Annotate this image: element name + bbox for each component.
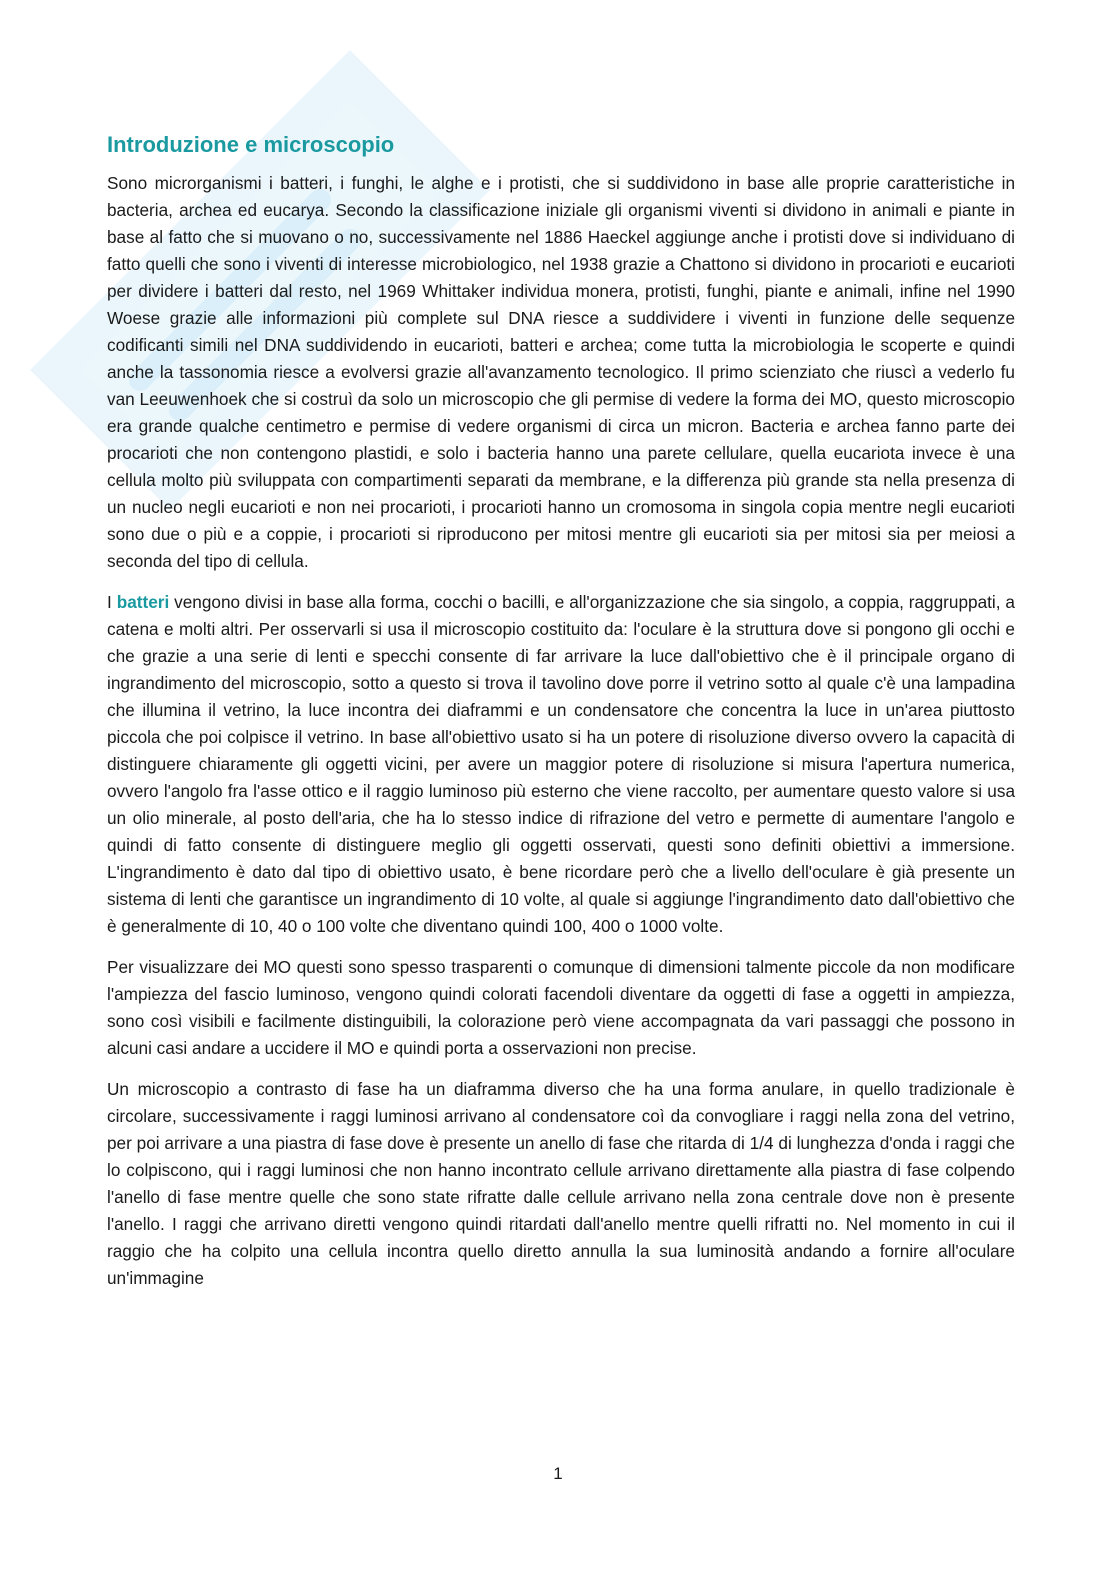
- highlighted-term-batteri: batteri: [116, 592, 170, 612]
- paragraph-batteri-text: vengono divisi in base alla forma, cocchi o bacilli, e all'organizzazione che sia singolo, a coppia, raggruppati, a catena e molti altri. Per osservarli si usa il microscopio costituito da: l'oculare è la struttura dove si pongono gli occhi e che grazie a una serie di lenti e specchi consente di far arrivare la luce dall'obiettivo che è il principale organo di ingrandimento del microscopio, sotto a questo si trova il tavolino dove porre il vetrino sotto al quale c'è una lampadina che illumina il vetrino, la luce incontra dei diaframmi e un condensatore che concentra la luce in un'area piuttosto piccola che poi colpisce il vetrino. In base all'obiettivo usato si ha un potere di risoluzione diverso ovvero la capacità di distinguere chiaramente gli oggetti vicini, per avere un maggior potere di risoluzione si misura l'apertura numerica, ovvero l'angolo fra l'asse ottico e il raggio luminoso più esterno che viene raccolto, per aumentare questo valore si usa un olio minerale, al posto dell'aria, che ha lo stesso indice di rifrazione del vetro e permette di aumentare l'angolo e quindi di fatto consente di distinguere meglio gli oggetti osservati, questi sono definiti obiettivi a immersione. L'ingrandimento è dato dal tipo di obiettivo usato, è bene ricordare però che a livello dell'oculare è già presente un sistema di lenti che garantisce un ingrandimento di 10 volte, al quale si aggiunge l'ingrandimento dato dall'obiettivo che è generalmente di 10, 40 o 100 volte che diventano quindi 100, 400 o 1000 volte.: [107, 592, 1015, 936]
- paragraph-batteri-prefix: I: [107, 592, 117, 612]
- paragraph-contrasto-di-fase: Un microscopio a contrasto di fase ha un diaframma diverso che ha una forma anulare, in quello tradizionale è circolare, successivamente i raggi luminosi arrivano al condensatore coì da convogliare i raggi nella zona del vetrino, per poi arrivare a una piastra di fase dove è presente un anello di fase che ritarda di 1/4 di lunghezza d'onda i raggi che lo colpiscono, qui i raggi luminosi che non hanno incontrato cellule arrivano direttamente alla piastra di fase colpendo l'anello di fase mentre quelle che sono state rifratte dalle cellule arrivano nella zona centrale dove non è presente l'anello. I raggi che arrivano diretti vengono quindi ritardati dall'anello mentre quelli rifratti no. Nel momento in cui il raggio che ha colpito una cellula incontra quello diretto annulla la sua luminosità andando a fornire all'oculare un'immagine: [107, 1079, 1015, 1288]
- paragraph-colorazione: Per visualizzare dei MO questi sono spesso trasparenti o comunque di dimensioni talmente piccole da non modificare l'ampiezza del fascio luminoso, vengono quindi colorati facendoli diventare da oggetti di fase a oggetti in ampiezza, sono così visibili e facilmente distinguibili, la colorazione però viene accompagnata da vari passaggi che possono in alcuni casi andare a uccidere il MO e quindi porta a osservazioni non precise.: [107, 957, 1015, 1058]
- paragraph-intro: Sono microrganismi i batteri, i funghi, le alghe e i protisti, che si suddividono in base alle proprie caratteristiche in bacteria, archea ed eucarya. Secondo la classificazione iniziale gli organismi viventi si dividono in animali e piante in base al fatto che si muovano o no, successivamente nel 1886 Haeckel aggiunge anche i protisti dove si individuano di fatto quelli che sono i viventi di interesse microbiologico, nel 1938 grazie a Chattono si dividono in procarioti e eucarioti per dividere i batteri dal resto, nel 1969 Whittaker individua monera, protisti, funghi, piante e animali, infine nel 1990 Woese grazie alle informazioni più complete sul DNA riesce a suddividere i viventi in funzione delle sequenze codificanti simili nel DNA suddividendo in eucarioti, batteri e archea; come tutta la microbiologia le scoperte e quindi anche la tassonomia riesce a evolversi grazie all'avanzamento tecnologico. Il primo scienziato che riuscì a vederlo fu van Leeuwenhoek che si costruì da solo un microscopio che gli permise di vedere la forma dei MO, questo microscopio era grande qualche centimetro e permise di vedere organismi di circa un micron. Bacteria e archea fanno parte dei procarioti che non contengono plastidi, e solo i bacteria hanno una parete cellulare, quella eucariota invece è una cellula molto più sviluppata con compartimenti separati da membrane, e la differenza più grande sta nella presenza di un nucleo negli eucarioti e non nei procarioti, i procarioti hanno un cromosoma in singola copia mentre negli eucarioti sono due o più e a coppie, i procarioti si riproducono per mitosi mentre gli eucarioti sia per mitosi sia per meiosi a seconda del tipo di cellula.: [107, 173, 1015, 571]
- paragraph-batteri: [107, 589, 1015, 940]
- page-number: 1: [553, 1464, 563, 1483]
- document-body: [107, 130, 1015, 1306]
- section-title: Introduzione e microscopio: [107, 132, 395, 157]
